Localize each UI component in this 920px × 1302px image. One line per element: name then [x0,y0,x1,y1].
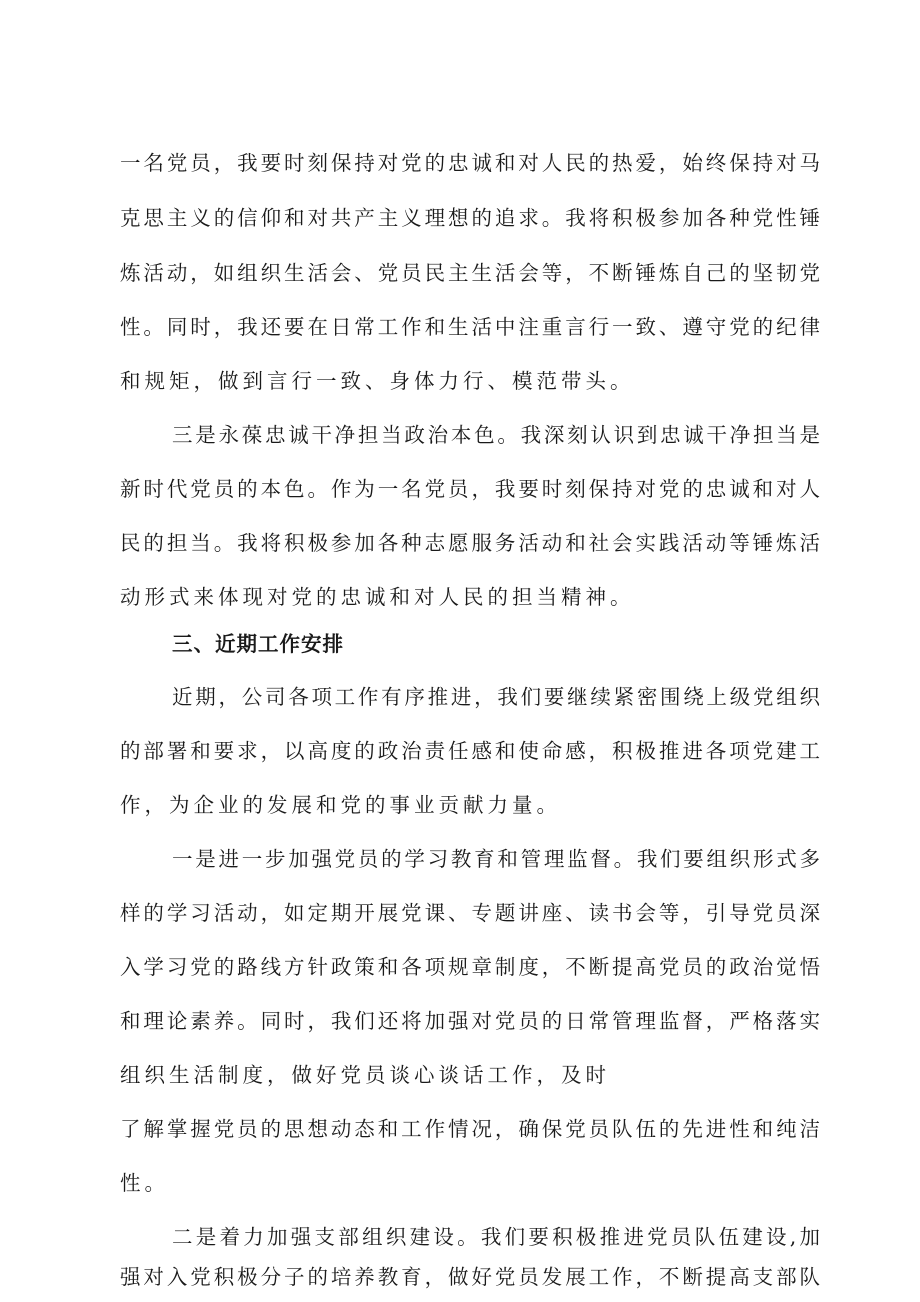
body-text-line: 强对入党积极分子的培养教育，做好党员发展工作，不断提高支部队 [120,1265,820,1289]
paragraph-first-line: 一是进一步加强党员的学习教育和管理监督。我们要组织形式多 [172,847,820,871]
body-text-line: 炼活动，如组织生活会、党员民主生活会等，不断锤炼自己的坚韧党 [120,261,820,285]
body-text-line: 性。 [120,1171,169,1195]
body-text-line: 了解掌握党员的思想动态和工作情况，确保党员队伍的先进性和纯洁 [120,1117,820,1141]
body-text-line: 克思主义的信仰和对共产主义理想的追求。我将积极参加各种党性锤 [120,206,820,230]
body-text-line: 和规矩，做到言行一致、身体力行、模范带头。 [120,369,635,393]
body-text-line: 新时代党员的本色。作为一名党员，我要时刻保持对党的忠诚和对人 [120,477,820,501]
body-text-line: 入学习党的路线方针政策和各项规章制度，不断提高党员的政治觉悟 [120,955,820,979]
body-text-line: 样的学习活动，如定期开展党课、专题讲座、读书会等，引导党员深 [120,901,820,925]
section-heading: 三、近期工作安排 [172,632,344,656]
body-text-line: 作，为企业的发展和党的事业贡献力量。 [120,793,561,817]
body-text-line: 民的担当。我将积极参加各种志愿服务活动和社会实践活动等锤炼活 [120,531,820,555]
body-text-line: 一名党员，我要时刻保持对党的忠诚和对人民的热爱，始终保持对马 [120,151,820,175]
body-text-line: 性。同时，我还要在日常工作和生活中注重言行一致、遵守党的纪律 [120,315,820,339]
paragraph-first-line: 近期，公司各项工作有序推进，我们要继续紧密围绕上级党组织 [172,685,820,709]
body-text-line: 动形式来体现对党的忠诚和对人民的担当精神。 [120,585,635,609]
body-text-line: 和理论素养。同时，我们还将加强对党员的日常管理监督，严格落实 [120,1009,820,1033]
paragraph-first-line: 二是着力加强支部组织建设。我们要积极推进党员队伍建设,加 [172,1225,820,1249]
paragraph-first-line: 三是永葆忠诚干净担当政治本色。我深刻认识到忠诚干净担当是 [172,423,820,447]
body-text-line: 组织生活制度，做好党员谈心谈话工作，及时 [120,1063,610,1087]
body-text-line: 的部署和要求，以高度的政治责任感和使命感，积极推进各项党建工 [120,739,820,763]
